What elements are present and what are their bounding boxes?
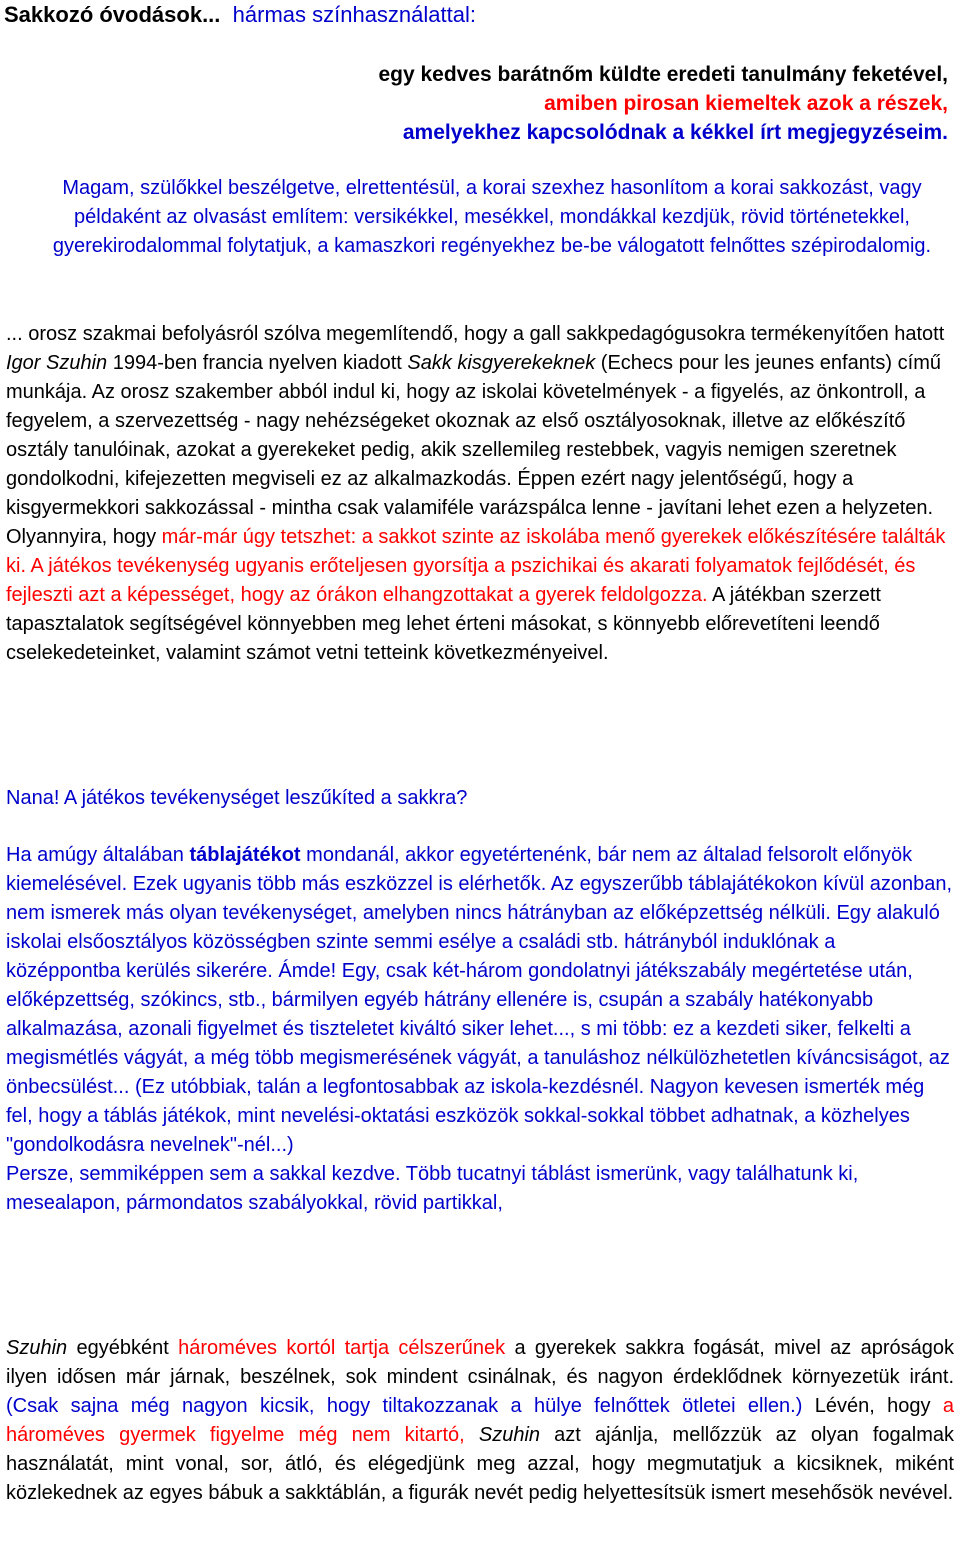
p1-text-a: ... orosz szakmai befolyásról szólva megemlítendő, hogy a gall sakkpedagógusokra termékenyítően hatott: [6, 323, 945, 345]
p2-blue-comment: (Csak sajna még nagyon kicsik, hogy tiltakozzanak a hülye felnőttek ötletei ellen.): [6, 1395, 803, 1417]
paragraph-szuhin-intro: [6, 320, 954, 668]
comment2-bold: táblajátékot: [189, 844, 301, 866]
intro-line-2: amiben pirosan kiemeltek azok a részek,: [544, 92, 948, 115]
p2-text-a: egyébként: [67, 1337, 179, 1359]
p2-text-e: azt ajánlja, mellőzzük az olyan fogalmak használatát, mint vonal, sor, átló, és elégedjünk meg azzal, hogy megmutatjuk a kicsiknek, miként közlekednek az egyes bábuk a sakktáblán, a figurák nevét pedig helyettesítsük ismert mesehősök nevével.: [6, 1424, 954, 1504]
p2-author-2: Szuhin: [478, 1424, 541, 1446]
p1-text-d: Olyannyira, hogy: [6, 526, 162, 548]
paragraph-szuhin-age: [6, 1334, 954, 1508]
comment2-text-b: mondanál, akkor egyetértenénk, bár nem az általad felsorolt előnyök kiemelésével. Ezek ugyanis több más eszközzel is elérhetők. Az egyszerűbb táblajátékokon kívül azonban, nem ismerek más olyan tevékenységet, amelyben nincs hátrányban az előképzettség nélküli. Egy alakuló iskolai elsőosztályos közösségben szinte semmi esélye a családi stb. hátrányból induklónak a középpontba kerülés sikerére. Ámde! Egy, csak két-három gondolatnyi játékszabály megértetése után, előképzettség, szókincs, stb., bármilyen egyéb hátrány ellenére is, csupán a szabály hatékonyabb alkalmazása, azonali figyelmet és tiszteletet kiváltó siker lehet..., s mi több: ez a kezdeti siker, felkelti a megismétlés vágyát, a még több megismerésének vágyát, a tanuláshoz nélkülözhetetlen kíváncsiságot, az önbecsülést... (Ez utóbbiak, talán a legfontosabbak az iskola-kezdésnél. Nagyon kevesen ismerték még fel, hogy a táblás játékok, mint nevelési-oktatási eszközök sokkal-sokkal többet adhatnak, a közhelyes "gondolkodásra nevelnek"-nél...): [6, 844, 953, 1156]
comment-table-games: [6, 841, 954, 1218]
p1-author: Igor Szuhin: [6, 352, 108, 374]
title-subtitle: hármas színhasználattal:: [232, 2, 476, 27]
p1-book-title: Sakk kisgyerekeknek: [407, 352, 596, 374]
comment-nana: Nana! A játékos tevékenységet leszűkíted a sakkra?: [6, 787, 468, 809]
comment2-text-c: Persze, semmiképpen sem a sakkal kezdve. Több tucatnyi táblást ismerünk, vagy találhatunk ki, mesealapon, pármondatos szabályokkal, rövid partikkal,: [6, 1163, 859, 1214]
blue-quote-paragraph: Magam, szülőkkel beszélgetve, elrettentésül, a korai szexhez hasonlítom a korai sakkozást, vagy példaként az olvasást említem: versikékkel, mesékkel, mondákkal kezdjük, rövid történetekkel, gyerekirodalommal folytatjuk, a kamaszkori regényekhez be-be válogatott felnőttes szépirodalomig.: [52, 177, 932, 257]
p2-highlight-red-2: a hároméves gyermek figyelme még nem kitartó,: [6, 1395, 954, 1446]
p1-text-c: (Echecs pour les jeunes enfants) című munkája. Az orosz szakember abból indul ki, hogy az iskolai követelmények - a figyelés, az önkontroll, a fegyelem, a szervezettség - nagy nehézségeket okoznak az első osztályosoknak, illetve az előkészítő osztály tanulóinak, azokat a gyerekeket pedig, akik szellemileg restebbek, vagyis nemigen szeretnek gondolkodni, kifejezetten megviseli ez az alkalmazkodás. Éppen ezért nagy jelentőségű, hogy a kisgyermekkori sakkozással - mintha csak valamiféle varázspálca lenne - javítani lehet ezen a helyzeten.: [6, 352, 941, 519]
p2-author: Szuhin: [6, 1337, 68, 1359]
intro-line-3: amelyekhez kapcsolódnak a kékkel írt megjegyzéseim.: [402, 121, 948, 144]
p1-highlight-red: már-már úgy tetszhet: a sakkot szinte az iskolába menő gyerekek előkészítésére találták ki. A játékos tevékenység ugyanis erőteljesen gyorsítja a pszichikai és akarati folyamatok fejlődését, és fejleszti azt a képességet, hogy az órákon elhangzottakat a gyerek feldolgozza.: [6, 526, 946, 606]
intro-line-1: egy kedves barátnőm küldte eredeti tanulmány feketével,: [378, 63, 948, 86]
intro-note: [378, 60, 948, 147]
comment2-text-a: Ha amúgy általában: [6, 844, 190, 866]
p1-text-e: A játékban szerzett tapasztalatok segítségével könnyebben meg lehet érteni másokat, s könnyebb előrevetíteni leendő cselekedeteinket, valamint számot vetni tetteink következményeivel.: [6, 584, 881, 664]
p2-text-b: a gyerekek sakkra fogását, mivel az apróságok ilyen idősen már járnak, beszélnek, sok mindent csinálnak, és nagyon érdeklődnek környezetük iránt.: [6, 1337, 954, 1388]
p2-text-c: Lévén, hogy: [802, 1395, 943, 1417]
p2-text-d: [465, 1424, 479, 1446]
page-title: [4, 0, 476, 30]
p1-text-b: 1994-ben francia nyelven kiadott: [107, 352, 408, 374]
title-text: Sakkozó óvodások...: [4, 2, 221, 27]
p2-highlight-red-1: hároméves kortól tartja célszerűnek: [178, 1337, 506, 1359]
